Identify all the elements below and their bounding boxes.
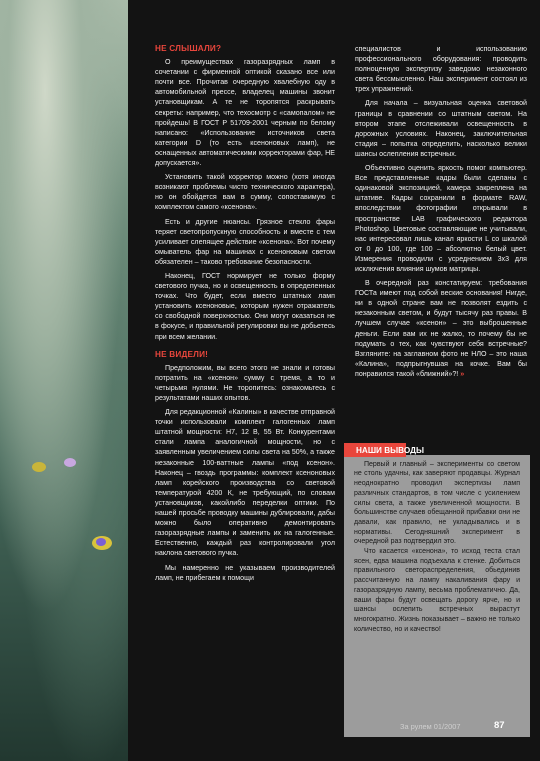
flower-decoration [32,462,46,472]
section-heading: НЕ СЛЫШАЛИ? [155,44,222,53]
flower-decoration [64,458,76,467]
paragraph: Установить такой корректор можно (хотя иногда возникают проблемы чисто технического характера), но он обойдется вам в сумму, сопоставимую с комплектом самого «ксенона». [155,173,335,212]
paragraph: Первый и главный – эксперименты со светом не столь удачны, как заверяют продавцы. Журнал неоднократно проводил экспертизы ламп различных стандартов, в том числе с усилением силы света, а также увеличенной мощности. В большинстве случаев обещанной прибавки они не давали, как правило, не укладывались и в нормативы. Сегодняшний эксперимент в очередной раз подтвердил это. [354,460,520,546]
paragraph: Объективно оценить яркость помог компьютер. Все представленные кадры были сделаны с одинаковой экспозицией, камера закреплена на штативе. Кадры сохранили в формате RAW, впоследствии фотографии открывали в пространстве LAB графического редактора Photoshop. Цветовые составляющие не учитывали, нас интересовал лишь канал яркости L со шкалой от 0 до 100, где 100 – абсолютно белый цвет. Измерения проводили с усреднением 3x3 для исключения влияния шумов матрицы. [355,164,527,273]
paragraph-text: В очередной раз констатируем: требования ГОСТа имеют под собой веские основания! Нигде, ни в одной стране вам не позволят ездить с незаконным светом, и будут тысячу раз правы. В лучшем случае «ксенон» – это выброшенные деньги. Если вам их не жалко, то почему бы не подумать о тех, как чувствуют себя встречные? Взгляните: на заглавном фото не НЛО – это наша «Калина», подпрыгнувшая на кочке. Вам бы понравился такой «ближний»?! [355,279,527,378]
section-heading: НЕ ВИДЕЛИ! [155,349,209,359]
paragraph: специалистов и использованию профессионального оборудования: проводить полноценную экспертизу заведомо незаконного света бессмысленно. Наш эксперимент состоял из трех упражнений. [355,45,527,94]
paragraph: О преимуществах газоразрядных ламп в сочетании с фирменной оптикой сказано все или почти все. Прочитав очередную хвалебную оду в автомобильной прессе, владелец машины звонит установщикам. А те не торопятся раскрывать секреты: например, что техосмотр с «самопалом» не пройдешь! В ГОСТ Р 51709-2001 черным по белому написано: «Использование источников света категории D (то есть ксеноновых ламп), не оснащенных автоматическими корректорами фар, НЕ допускается». [155,58,335,168]
article-column-2 [355,44,527,379]
page-number: 87 [494,720,505,731]
flower-decoration [96,538,106,546]
conclusions-heading: НАШИ ВЫВОДЫ [356,446,424,455]
paragraph: Для редакционной «Калины» в качестве отправной точки использовали комплект галогенных ламп штатной мощности: Н7, 12 В, 55 Вт. Конкурентами стали лампа аналогичной мощности, но с заявленным увеличением силы света на 50%, а также незаконные 100-ваттные лампы «под ксенон». Наконец – гвоздь программы: комплект ксеноновых ламп корейского производства со световой температурой 4200 К, не требующий, по словам установщиков, какойлибо переделки оптики. По нашей просьбе проводку машины дублировали, дабы можно было оперативно демонтировать газоразрядные лампы и заменить их на галогенные. Естественно, каждый раз контролировали угол наклона светового пучка. [155,408,335,558]
conclusions-box [344,446,530,737]
paragraph: Мы намеренно не указываем производителей ламп, не прибегаем к помощи [155,563,335,582]
paragraph: Наконец, ГОСТ нормирует не только форму светового пучка, но и освещенность в определенных точках. Что будет, если вместо штатных ламп установить ксеноновые, которым нужен отражатель со свободной поверхностью. Они могут оказаться не в фокусе, и правильной регулировки вы не добьетесь при всем желании. [155,271,335,341]
magazine-issue: За рулем 01/2007 [400,722,461,731]
paragraph: Предположим, вы всего этого не знали и готовы потратить на «ксенон» сумму с тремя, а то и четырьмя нулями. Не торопитесь: ознакомьтесь с результатами наших опытов. [155,363,335,402]
paragraph: Что касается «ксенона», то исход теста стал ясен, едва машина подъехала к стенке. Добиться правильного светораспределения, обьединив рассчитанную на лампу накаливания фару и газоразрядную лампу, весьма проблематично. Да, ваши фары будут освещать дорогу ярче, но и шансы ослепить встречных вырастут многократно. Жизнь показывает – важно не только количество, но и качество! [354,548,520,633]
article-column-1 [155,44,335,583]
paragraph: Есть и другие нюансы. Грязное стекло фары теряет светопропускную способность и вместе с тем усиливает слепящее действие «ксенона». Вот почему омыватель фар на машинах с ксеноновым светом обязателен – таково требование безопасности. [155,217,335,266]
paragraph-final [355,278,527,379]
end-of-article-marker: » [460,369,465,378]
paragraph: Для начала – визуальная оценка световой границы в сравнении со штатным светом. На втором этапе отслеживали освещенность в дорожных условиях. Наконец, заключительная стадия – попытка определить, насколько велики шансы ослепления встречных. [355,99,527,158]
